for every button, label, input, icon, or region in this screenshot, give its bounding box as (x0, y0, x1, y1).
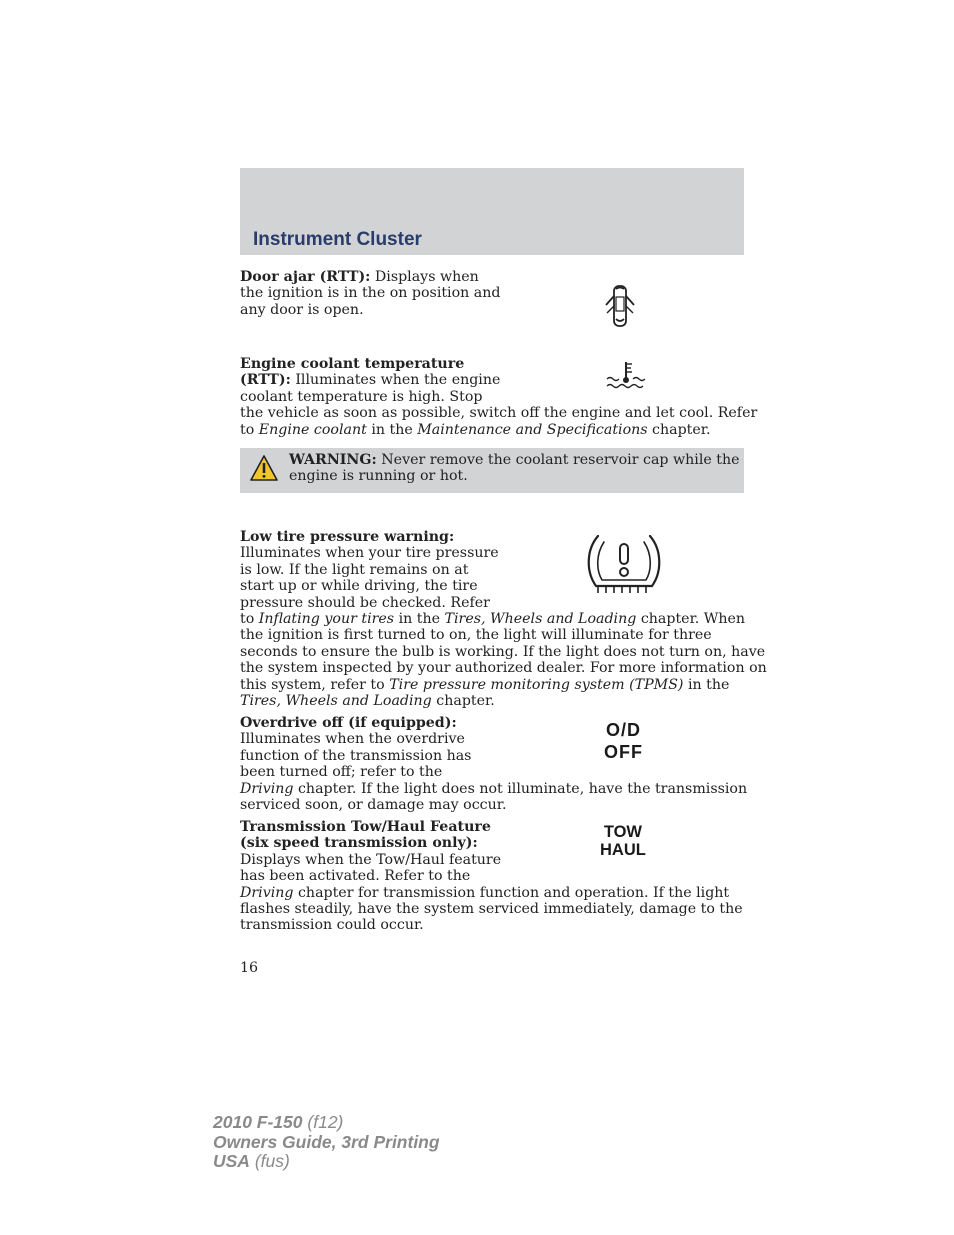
tire-pressure-icon (584, 532, 664, 598)
overdrive-off-icon: O/D OFF (604, 720, 643, 762)
section-title: Instrument Cluster (253, 229, 422, 250)
page-number: 16 (240, 960, 259, 976)
warning-text: WARNING: Never remove the coolant reservoir cap while the engine is running or hot. (289, 452, 740, 485)
towhaul-text: Transmission Tow/Haul Feature (six speed transmission only): Displays when the Tow/Haul feature has been activated. Refer to the Driving chapter for transmission function and operation. If the light flashes steadily, have the system serviced immediately, damage to the transmission could occur. (240, 819, 743, 934)
door-ajar-text: Door ajar (RTT): Displays when the ignition is in the on position and any door is open. (240, 269, 501, 318)
warning-label: WARNING: (289, 452, 377, 468)
tire-pressure-text: Low tire pressure warning: Illuminates when your tire pressure is low. If the light remains on at start up or while driving, the tire pressure should be checked. Refer to Inflating your tires in the Tires, Wheels and Loading chapter. When the ignition is first turned to on, the light will illuminate for three seconds to ensure the bulb is working. If the light does not turn on, have the system inspected by your authorized dealer. For more information on this system, refer to Tire pressure monitoring system (TPMS) in the Tires, Wheels and Loading chapter. (240, 529, 767, 710)
section-header (240, 168, 744, 255)
warning-box (240, 448, 744, 493)
coolant-text: Engine coolant temperature (RTT): Illuminates when the engine coolant temperature is high. Stop the vehicle as soon as possible, switch off the engine and let cool. Refer to Engine coolant in the Maintenance and Specifications chapter. (240, 356, 758, 438)
overdrive-text: Overdrive off (if equipped): Illuminates when the overdrive function of the transmission has been turned off; refer to the Driving chapter. If the light does not illuminate, have the transmission serviced soon, or damage may occur. (240, 715, 748, 814)
door-ajar-label: Door ajar (RTT): (240, 269, 371, 285)
document-footer: 2010 F-150 (f12) Owners Guide, 3rd Printing USA (fus) (213, 1112, 440, 1171)
coolant-temperature-icon (605, 360, 647, 392)
warning-triangle-icon (249, 454, 279, 482)
door-ajar-icon (603, 283, 637, 328)
tow-haul-icon: TOW HAUL (600, 823, 646, 859)
